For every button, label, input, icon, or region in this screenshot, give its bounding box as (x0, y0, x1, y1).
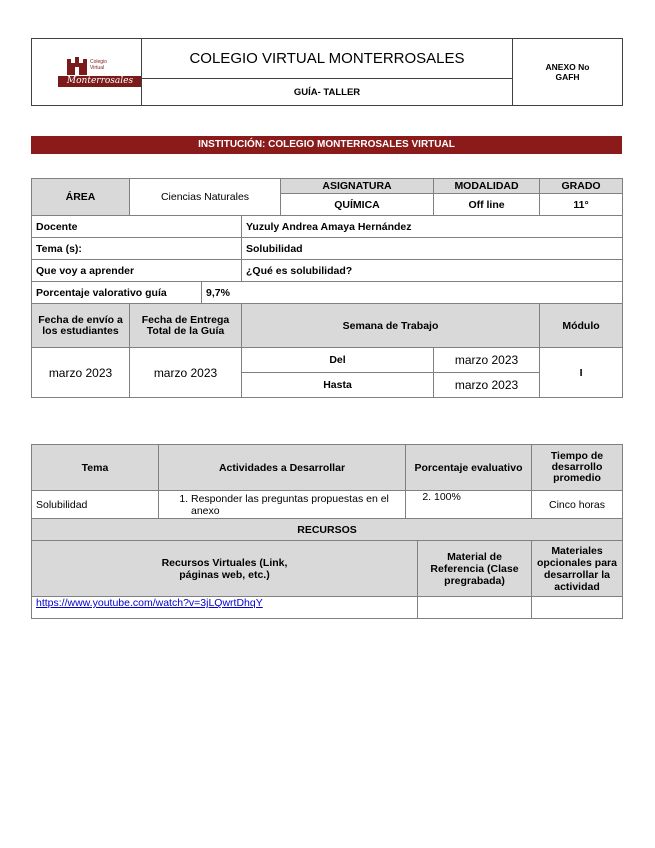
time-header: Tiempo de desarrollo promedio (532, 445, 623, 491)
send-date-label: Fecha de envío a los estudiantes (32, 304, 130, 348)
activities-header: Actividades a Desarrollar (159, 445, 406, 491)
subject-value: QUÍMICA (281, 194, 434, 216)
delivery-date-label: Fecha de Entrega Total de la Guía (130, 304, 242, 348)
logo-cell (32, 39, 142, 106)
school-logo (36, 52, 137, 92)
logo-small-text-1: Colegio (90, 59, 107, 65)
reference-material-cell (418, 597, 532, 619)
module-label: Módulo (540, 304, 623, 348)
grade-label: GRADO (540, 179, 623, 194)
annex-cell (513, 39, 623, 106)
send-date-value: marzo 2023 (32, 348, 130, 398)
area-value: Ciencias Naturales (130, 179, 281, 216)
logo-small-text-2: Virtual (90, 65, 105, 71)
guide-info-table (31, 178, 623, 398)
grade-value: 11° (540, 194, 623, 216)
castle-emblem-icon (66, 57, 88, 75)
annex-label: ANEXO No (545, 62, 590, 72)
college-name: COLEGIO VIRTUAL MONTERROSALES (142, 39, 513, 79)
teacher-label: Docente (32, 216, 242, 238)
percent-value: 9,7% (202, 282, 623, 304)
module-value: I (540, 348, 623, 398)
learn-value: ¿Qué es solubilidad? (242, 260, 623, 282)
reference-material-header: Material de Referencia (Clase pregrabada) (418, 541, 532, 597)
to-value: marzo 2023 (434, 373, 540, 398)
percent-list (410, 491, 527, 503)
virtual-resources-header: Recursos Virtuales (Link, páginas web, etc.) (32, 541, 418, 597)
guide-type: GUÍA- TALLER (142, 79, 513, 106)
to-label: Hasta (242, 373, 434, 398)
activity-cell (159, 491, 406, 519)
activity-topic: Solubilidad (32, 491, 159, 519)
delivery-date-value: marzo 2023 (130, 348, 242, 398)
activity-time: Cinco horas (532, 491, 623, 519)
activity-percent-cell (406, 491, 532, 519)
percent-header: Porcentaje evaluativo (406, 445, 532, 491)
activity-list (163, 493, 401, 517)
percent-label: Porcentaje valorativo guía (32, 282, 202, 304)
institution-banner: INSTITUCIÓN: COLEGIO MONTERROSALES VIRTUAL (31, 136, 622, 154)
activity-item: 1. Responder las preguntas propuestas en el anexo (191, 493, 401, 517)
activities-table (31, 444, 623, 619)
document-header (31, 38, 623, 106)
teacher-value: Yuzuly Andrea Amaya Hernández (242, 216, 623, 238)
area-label: ÁREA (32, 179, 130, 216)
from-value: marzo 2023 (434, 348, 540, 373)
topic-label: Tema (s): (32, 238, 242, 260)
from-label: Del (242, 348, 434, 373)
annex-code: GAFH (555, 72, 580, 82)
optional-material-cell (532, 597, 623, 619)
week-label: Semana de Trabajo (242, 304, 540, 348)
resources-title: RECURSOS (32, 519, 623, 541)
activity-percent: 2. 100% (434, 491, 527, 503)
modality-label: MODALIDAD (434, 179, 540, 194)
learn-label: Que voy a aprender (32, 260, 242, 282)
modality-value: Off line (434, 194, 540, 216)
youtube-link[interactable]: https://www.youtube.com/watch?v=3jLQwrtDhqY (36, 597, 263, 609)
optional-material-header: Materiales opcionales para desarrollar la actividad (532, 541, 623, 597)
topic-header: Tema (32, 445, 159, 491)
subject-label: ASIGNATURA (281, 179, 434, 194)
virtual-resources-cell (32, 597, 418, 619)
logo-name: Monterrosales (58, 76, 142, 87)
topic-value: Solubilidad (242, 238, 623, 260)
